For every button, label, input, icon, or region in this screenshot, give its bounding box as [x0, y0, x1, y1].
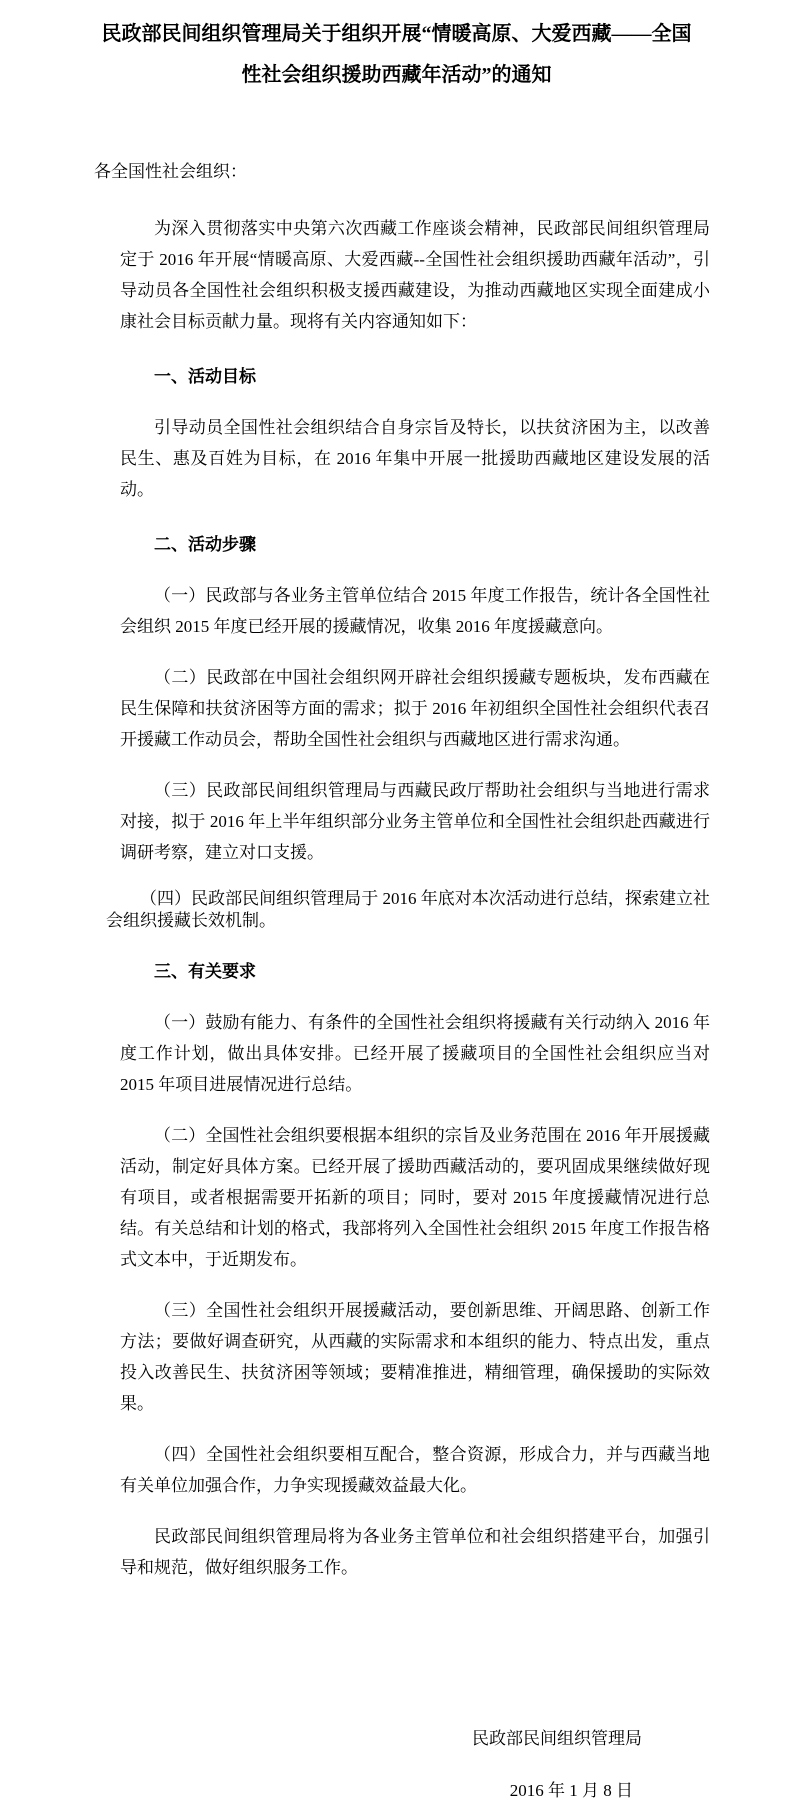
- section-2-paragraph-2: （二）民政部在中国社会组织网开辟社会组织援藏专题板块，发布西藏在民生保障和扶贫济困等方面的需求；拟于 2016 年初组织全国性社会组织代表召开援藏工作动员会，帮助全国性社会组织与西藏地区进行需求沟通。: [120, 668, 710, 749]
- closing-paragraph: 民政部民间组织管理局将为各业务主管单位和社会组织搭建平台，加强引导和规范，做好组织服务工作。: [120, 1527, 710, 1577]
- salutation: 各全国性社会组织：: [94, 162, 247, 181]
- section-2-heading: 二、活动步骤: [154, 535, 256, 554]
- date: 2016 年 1 月 8 日: [509, 1781, 633, 1800]
- section-2-paragraph-3: （三）民政部民间组织管理局与西藏民政厅帮助社会组织与当地进行需求对接，拟于 2016 年上半年组织部分业务主管单位和全国性社会组织赴西藏进行调研考察，建立对口支援。: [120, 781, 710, 862]
- intro-paragraph: 为深入贯彻落实中央第六次西藏工作座谈会精神，民政部民间组织管理局定于 2016 年开展“情暖高原、大爱西藏--全国性社会组织援助西藏年活动”，引导动员各全国性社会组织积极支援西藏建设，为推动西藏地区实现全面建成小康社会目标贡献力量。现将有关内容通知如下：: [120, 219, 710, 331]
- section-3-paragraph-2: （二）全国性社会组织要根据本组织的宗旨及业务范围在 2016 年开展援藏活动，制定好具体方案。已经开展了援助西藏活动的，要巩固成果继续做好现有项目，或者根据需要开拓新的项目；同时，要对 2015 年度援藏情况进行总结。有关总结和计划的格式，我部将列入全国性社会组织 2015 年度工作报告格式文本中，于近期发布。: [120, 1126, 710, 1269]
- title-line-1: 民政部民间组织管理局关于组织开展“情暖高原、大爱西藏——全国: [101, 23, 692, 45]
- section-3-heading: 三、有关要求: [154, 962, 256, 981]
- section-2-paragraph-4: （四）民政部民间组织管理局于 2016 年底对本次活动进行总结，探索建立社会组织援藏长效机制。: [106, 889, 710, 930]
- document-title: [0, 14, 793, 96]
- section-3-paragraph-3: （三）全国性社会组织开展援藏活动，要创新思维、开阔思路、创新工作方法；要做好调查研究，从西藏的实际需求和本组织的能力、特点出发，重点投入改善民生、扶贫济困等领域；要精准推进，精细管理，确保援助的实际效果。: [120, 1301, 710, 1413]
- section-1-paragraph-1: 引导动员全国性社会组织结合自身宗旨及特长，以扶贫济困为主，以改善民生、惠及百姓为目标，在 2016 年集中开展一批援助西藏地区建设发展的活动。: [120, 418, 710, 499]
- signature-block: [120, 1723, 710, 1806]
- section-3-paragraph-4: （四）全国性社会组织要相互配合，整合资源，形成合力，并与西藏当地有关单位加强合作，力争实现援藏效益最大化。: [120, 1445, 710, 1495]
- section-3-paragraph-1: （一）鼓励有能力、有条件的全国性社会组织将援藏有关行动纳入 2016 年度工作计划，做出具体安排。已经开展了援藏项目的全国性社会组织应当对 2015 年项目进展情况进行总结。: [120, 1013, 710, 1094]
- title-line-2: 性社会组织援助西藏年活动”的通知: [241, 64, 552, 86]
- section-1-heading: 一、活动目标: [154, 367, 256, 386]
- section-2-paragraph-1: （一）民政部与各业务主管单位结合 2015 年度工作报告，统计各全国性社会组织 2015 年度已经开展的援藏情况，收集 2016 年度援藏意向。: [120, 586, 710, 636]
- signature: 民政部民间组织管理局: [472, 1729, 642, 1748]
